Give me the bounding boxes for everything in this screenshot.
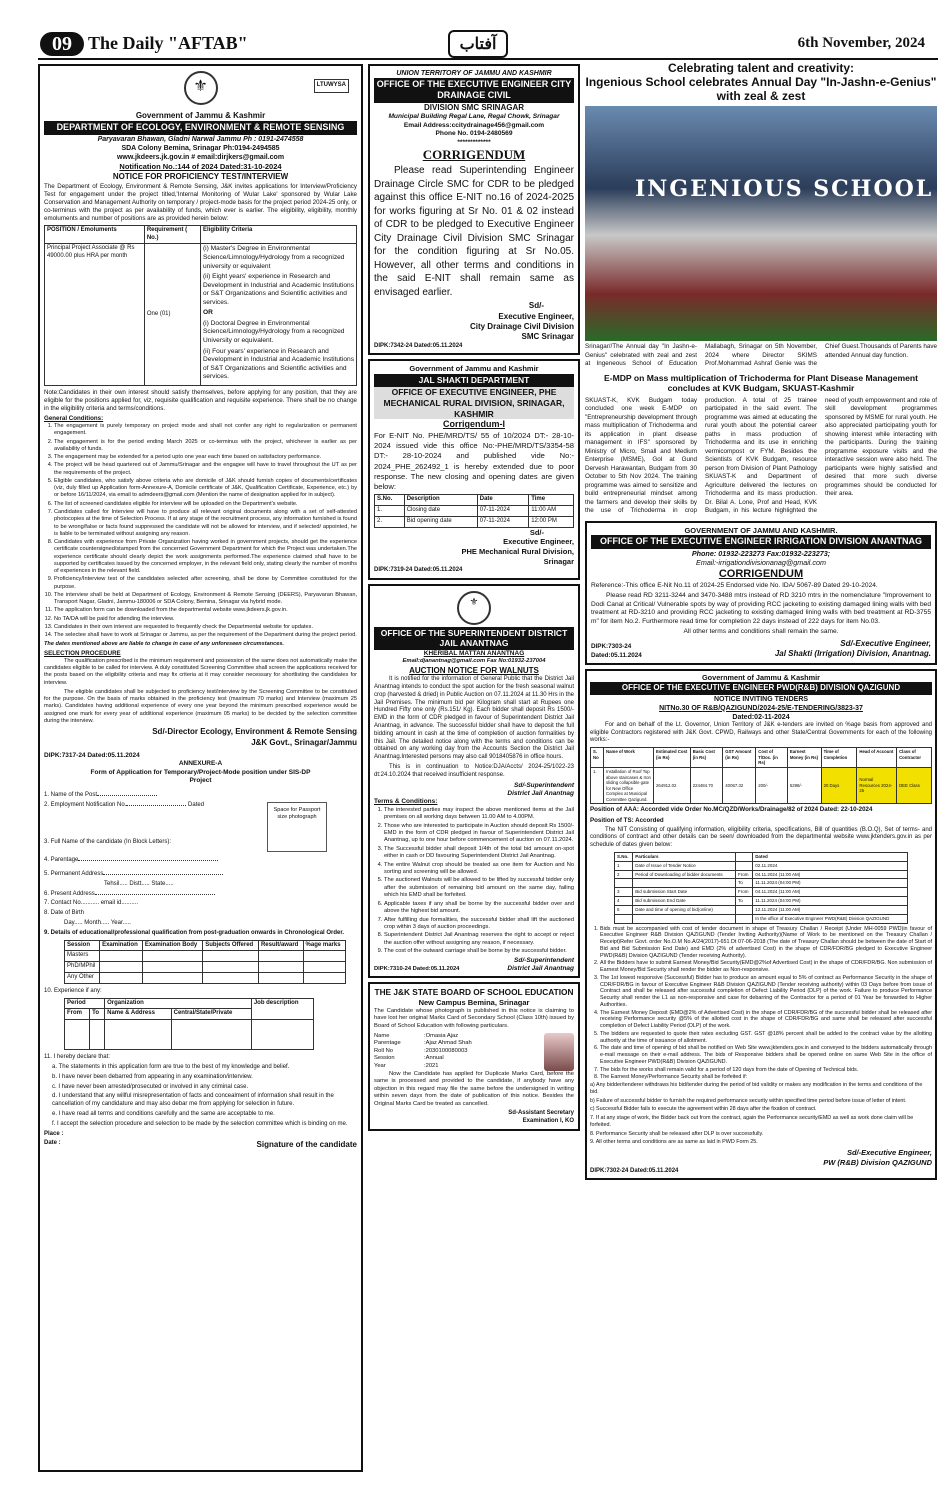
criteria-text: (i) Doctoral Degree in Environmental Science/Limnology/Hydrology from a recognized University or equivalent. <box>202 319 345 345</box>
table-cell: Bid submission Start Date <box>633 888 736 897</box>
separator-stars: ************* <box>457 138 491 146</box>
notice-title: NOTICE INVITING TENDERS <box>713 695 809 703</box>
table-cell: Date of Issue of Tender Notice <box>633 861 736 870</box>
office-title: OFFICE OF THE EXECUTIVE ENGINEER CITY DRAINAGE CIVIL <box>374 78 574 103</box>
office-title: OFFICE OF THE EXECUTIVE ENGINEER IRRIGATION DIVISION ANANTNAG <box>591 535 931 548</box>
list-item: 1. The engagement is purely temporary on project mode and shall not confer any right to regularization or permanent engagement. <box>54 423 357 438</box>
auction-body: It is notified for the information of General Public that the District Jail Anantnag intends to conduct the spot auction for the fresh seasonal walnut crop (harvested & dried) in Public Auction on 07.11.2024 at 11.30 Hrs in the Jail Premises. The minimum bid per Kilogram shall start at Rupees one Hundred Fifty one only (Rs.151/ Kg). Each bidder shall deposit Rs 1500/- EMD in the form of CDR pledged in favour of Superintendent District Jail Anantnag, in advance. The successful bidder shall have to deposit the full bidding amount in cash at the time of completion of auction formalities by this Jail. The detailed notice along with the terms and conditions can be obtained on any working day from the Accounts Section the District Jail Anantnag.Interested persons may also call 9018405876 in office hours. <box>374 676 574 761</box>
issue-date: 6th November, 2024 <box>797 35 925 51</box>
table-cell: Bid submission End Date <box>633 897 736 906</box>
table-cell: PhD/MPhil <box>65 962 100 973</box>
table-header: Date <box>477 495 528 506</box>
list-item: 8. Superintendent District Jail Anantnag reserves the right to accept or reject the auction offer without assigning any reason, if necessary. <box>384 932 574 947</box>
conditions-list <box>44 423 357 639</box>
signatory: Sd/-Director Ecology, Environment & Remote Sensing <box>152 727 357 737</box>
corrigendum-title: Corrigendum-I <box>443 419 505 430</box>
list-key: 9. <box>590 1139 595 1146</box>
table-cell: 12.11.2024 (11:00 AM) <box>753 906 908 915</box>
list-item: 6. Applicable taxes if any shall be borne by the successful bidder over and above the highest bid amount. <box>384 901 574 916</box>
terms-heading: Terms & Conditions: <box>374 798 438 806</box>
addr-line: Paryavaran Bhawan, Gladni Narwal Jammu Ph : 0191-2474558 <box>97 136 304 144</box>
dept-title: DEPARTMENT OF ECOLOGY, ENVIRONMENT & REMOTE SENSING <box>44 121 357 135</box>
pwd-tender-notice <box>585 669 937 1180</box>
table-cell: Installation of Roof Top above staircases & Iron sliding collapsible gate for New Office Complex at Municipal Committee Qazigund. <box>604 767 654 803</box>
table-cell <box>735 906 752 915</box>
table-cell: 20 Days <box>821 767 857 803</box>
email-line: Email Address:ccitydrainage456@gmail.com <box>403 121 545 129</box>
criteria-text: (ii) Eight years' experience in Research and Development in Industrial and Academic Institutions or S&T Organizations and Scientific activities and services. <box>202 273 354 306</box>
list-key: c <box>52 1083 55 1090</box>
notice-title: NOTICE FOR PROFICIENCY TEST/INTERVIEW <box>112 172 289 182</box>
qualification-table <box>64 940 346 984</box>
table-cell: 1 <box>614 861 632 870</box>
jail-emblem-icon: ⚜ <box>457 591 491 625</box>
table-header: Session <box>65 940 100 951</box>
table-header: Examination Body <box>142 940 202 951</box>
email-line: Email:djanantnag@gmail.com Fax No:01932-237004 <box>402 658 546 665</box>
table-header: Eligibility Criteria <box>200 225 356 244</box>
newspaper-name: The Daily "AFTAB" <box>88 33 248 53</box>
photo-banner: INGENIOUS SCHOOL <box>635 176 934 203</box>
field-label: Session <box>374 1055 395 1062</box>
list-key: b) <box>590 1097 595 1104</box>
form-label: Permanent Address <box>50 870 104 877</box>
intro-text: The Department of Ecology, Environment & Remote Sensing, J&K invites applications for Interview/Proficiency Test for engagement under the project titled,'Internal Monitoring of Wular Lake' sponsored by Wular Lake Conservation and Management Authority on temporary / project-mode basis for the project period 2024-25 only, or co-terminus with the project as per availability of funds, which ever is earlier. The eligibility, eligibility, monthly emoluments and number of positions are as provided herein below: <box>44 182 357 222</box>
form-label: Present Address <box>50 890 95 897</box>
board-body: Now the Candidate has applied for Duplicate Marks Card, before the same is processed and provided to the candidate, if anybody have any objection in this regard may file the same before the undersigned in writing within seven days from the date of publication of this notice. Besides the Original Marks Card be treated as cancelled. <box>374 1070 574 1107</box>
requirement-cell: One (01) <box>144 244 200 385</box>
table-cell <box>614 879 632 888</box>
office-title: OFFICE OF THE SUPERINTENDENT DISTRICT JAIL ANANTNAG <box>374 627 574 650</box>
list-item: 3. The engagement may be extended for a period upto one year each time based on satisfactory performance. <box>54 454 357 461</box>
corrigendum-body: Please read RD 3211-3244 and 3470-3488 mtrs instead of RD 3210 mtrs in the nomenclature "Improvement to Dodi Canal at Critical/ Vulnerable spots by way of providing RCC jacketing to existing damaged lining walls with bed treatment at RD-3210 and providing RCC jacketing to existing damaged lining walls with bed treatment at RD-3755 m" for item No.2. Furthermore read time for completion 22 days instead of 222 days for item No.03. <box>591 592 931 625</box>
list-item: Any bidder/tenderer withdraws his bid/tender during the period of bid validity or makes any modification in the terms and conditions of the bid. <box>590 1082 923 1095</box>
dipk-no: DIPK:7317-24 Dated:05.11.2024 <box>44 752 140 760</box>
form-label: Distt <box>129 880 142 887</box>
table-header: Time <box>529 495 574 506</box>
nit-body: The NIT Consisting of qualifying information, eligibility criteria, specifications, Bill of quantities (B.O.Q), Set of terms- and conditions of contract and other details can be seen/ downloaded from the departmental website www.jktenders.gov.in as per schedule of dates given below: <box>590 826 932 849</box>
date-label: Date : <box>44 1140 61 1147</box>
signatory: Srinagar <box>543 556 574 566</box>
table-header: Examination <box>100 940 143 951</box>
table-cell: 1. <box>591 767 604 803</box>
table-cell <box>633 914 736 923</box>
table-header: GST Amount (in Rs) <box>723 748 756 768</box>
form-label: Parentage <box>50 857 79 864</box>
signatory: Sd/-Superintendent <box>514 781 574 789</box>
criteria-or: OR <box>202 309 213 317</box>
field-label: Parentage <box>374 1040 401 1047</box>
web-line: www.jkdeers.jk.gov.in # email:dirjkers@gmail.com <box>116 154 285 162</box>
pwd-conditions <box>590 926 932 1082</box>
table-cell: 4 <box>614 897 632 906</box>
list-item: 3. The 1st lowest responsive (Successful) Bidder has to produce an amount equal to 5% of contract as Performance Security in the shape of CDR/FDR/BG in favour of Executive Engineer R&B Division QAZIGUND (Tender receiving authority) within 03 Days before from issue of Contract and shall be released after successful completion of Defect Liability Period (DLP) of the work. Failure to produce Performance Security shall render the L1 as non-responsive and case for debarring of the Contractor for a period of 01 Year be forwarded to Higher Authorities. <box>600 975 932 1009</box>
list-item: Successful Bidder fails to execute the agreement within 28 days after the fixation of contract. <box>596 1106 817 1113</box>
signatory: District Jail Anantnag <box>507 789 574 797</box>
table-cell: 5 <box>614 906 632 915</box>
city-drainage-notice <box>368 64 580 355</box>
list-key: f <box>52 1120 54 1127</box>
list-item: 10. The interview shall be held at Department of Ecology, Environment & Remote Sensing (DEERS), Paryavaran Bhawan, Transport Nagar, Gladni, Jammu-180006 or SDA Colony, Bemina, Srinagar via hybrid mode. <box>54 592 357 607</box>
list-key: a) <box>590 1082 595 1089</box>
table-cell <box>614 914 632 923</box>
corrigendum-title: CORRIGENDUM <box>718 568 804 581</box>
list-item: The statements in this application form are true to the best of my knowledge and belief. <box>58 1063 290 1070</box>
newspaper-logo: آفتاب <box>448 30 508 58</box>
table-cell: 264912.02 <box>654 767 691 803</box>
address-line: KHERIBAL MATTAN ANANTNAG <box>423 649 525 657</box>
table-header: Basic Cost (in Rs) <box>690 748 723 768</box>
reference-line: Reference:-This office E-Nit No.11 of 2024-25 Endorsed vide No. IDA/ 5067-89 Dated 29-10-2024. <box>591 581 878 589</box>
signatory: Sd/-Superintendent <box>514 956 574 964</box>
dipk-no: DIPK:7302-24 Dated:05.11.2024 <box>590 1167 679 1174</box>
table-header: Period <box>65 998 105 1009</box>
table-cell: Closing date <box>404 506 477 517</box>
selection-heading: SELECTION PROCEDURE <box>44 649 121 657</box>
signatory: Sd-Assistant Secretary <box>508 1110 574 1117</box>
form-label: Day <box>64 919 75 926</box>
position-cell: Principal Project Associate @ Rs 49000.00 plus HRA per month <box>45 244 145 385</box>
note-text: Note:Candidates in their own interest should satisfy themselves, before applying for any position, that they are eligible for the positions applied for, viz, requisite qualification and requisite experience. There shall be no change in the eligibility criteria and terms/conditions. <box>44 388 357 412</box>
list-item: 4. The entire Walnut crop should be treated as one item for Auction and No sorting and screening will be allowed. <box>384 862 574 877</box>
board-title: THE J&K STATE BOARD OF SCHOOL EDUCATION <box>374 987 574 998</box>
signatory: Executive Engineer, <box>498 311 574 321</box>
sd-label: Sd/- <box>529 527 544 537</box>
event-photo <box>585 106 937 341</box>
form-label: Experience if any: <box>54 987 102 994</box>
list-item: 14. The selectee shall have to work at Srinagar or Jammu, as per the requirement of the Department during the project period. <box>54 632 357 639</box>
table-header: Class of Contractor <box>897 748 932 768</box>
list-key: b <box>52 1073 56 1080</box>
table-cell: Bid opening date <box>404 516 477 527</box>
list-item: 1. Bids must be accompanied with cost of tender document in shape of Treasury Challan / Receipt (Under MH-0059 PWD)in favour of Executive Engineer R&B Division QAZIGUND (Tender Inviting Authority)(Name of Work to be mentioned on the Treasury Challan / Receipt)Refer Govt. order No.O.M No.A/24(2017)-651 Dt 07-06-2018 (The date of Treasury Challan should be between the date of Start of Bid and Bid Submission End Date) and EMD (2% of advertised Cost) in the shape of CDR/FDR/BG pledged to Executive Engineer PWD(R&B) Division QAZIGUND (Tender receiving Authority). <box>600 926 932 960</box>
list-item: Failure of successful bidder to furnish the required performance security within specified time period before issue of letter of intent. <box>596 1097 907 1104</box>
candidate-signature: Signature of the candidate <box>256 1140 357 1150</box>
office-title: OFFICE OF EXECUTIVE ENGINEER, PHE MECHANICAL RURAL DIVISION, SRINAGAR, KASHMIR <box>374 387 574 419</box>
list-key: a <box>52 1063 56 1070</box>
signatory: PHE Mechanical Rural Division, <box>461 547 574 557</box>
masthead <box>10 0 935 56</box>
phone-line: Phone No. 0194-2480569 <box>435 130 513 138</box>
list-item: 2. Those who are interested to participate in Auction should deposit Rs 1500/- EMD in the form of CDR pledged in favour of Superintendent District Jail Anantnag, up to one hour before commencement of auction on 07.11.2024. <box>384 823 574 845</box>
form-label: Date of Birth <box>50 910 85 917</box>
gov-title: Government of Jammu and Kashmir <box>409 364 539 374</box>
page-number: 09 <box>40 32 84 56</box>
annexure-subtitle: Form of Application for Temporary/Project-Mode position under SIS-DP Project <box>90 768 311 785</box>
table-cell: Masters <box>65 951 100 962</box>
header-rule <box>38 58 938 60</box>
table-cell: 11.11.2024 (04:00 PM) <box>753 879 908 888</box>
list-item: 4. The project will be head quartered out of Jammu/Srinagar and the engagee will have to travel throughout the UT as per the requirements of the project. <box>54 462 357 477</box>
table-header: From <box>65 1009 90 1020</box>
list-item: 6. The list of screened candidates eligible for interview will be uploaded on the Department's website. <box>54 501 357 508</box>
wulca-logo: LTUWYSA <box>314 79 349 93</box>
selection-text: The eligible candidates shall be subjected to proficiency test/interview by the Screening Committee to be constituted for the purpose. On the basis of marks obtained in the proficiency test (maximum 70 marks) and Interview (maximum 25 marks). Candidates having additional experience of every one year beyond the minimum prescribed experience would be assigned one mark for every year of additional experience (maximum 05 marks) to be decided by the selection committee during the interview. <box>44 688 357 724</box>
table-cell: 1. <box>375 506 405 517</box>
dates-table <box>374 494 574 527</box>
table-header: Head of Account <box>857 748 897 768</box>
list-item: 11. The application form can be downloaded from the departmental website www.jkdeers.jk.gov.in. <box>54 607 357 614</box>
table-cell: 04.11.2024 (11:00 AM) <box>753 870 908 879</box>
emblem-icon: ⚜ <box>184 71 218 105</box>
jail-auction-notice <box>368 584 580 979</box>
field-value: :Annual <box>424 1055 444 1062</box>
dipk-no: DIPK:7310-24 Dated:05.11.2024 <box>374 965 460 972</box>
corrigendum-body: For E-NIT No. PHE/MRD/TS/ 55 of 10/2024 DT:- 28-10-2024 issued vide this office No:-PHE/MRD/TS/3354-58 DT:- 28-10-2024 and published vide No:- 2024_PHE_262492_1 is hereby extended due to poor response. The new closing and opening dates are given below: <box>374 430 574 492</box>
list-item: 2. The engagement is for the period ending March 2025 or co-terminus with the project, whichever is earlier as per availability of funds. <box>54 439 357 454</box>
table-cell: DEE Class <box>897 767 932 803</box>
list-item: 9. The cost of the outward carriage shall be borne by the successful bidder. <box>384 948 574 955</box>
list-item: I have never been arrested/prosecuted or involved in any criminal case. <box>58 1083 249 1090</box>
table-header: To <box>90 1009 105 1020</box>
corrigendum-title: CORRIGENDUM <box>422 147 526 163</box>
phone-line: Phone: 01932-223273 Fax:01932-223273; <box>691 548 831 558</box>
signatory: PW (R&B) Division QAZIGUND <box>823 1157 932 1167</box>
form-label: email id <box>100 900 122 907</box>
position-table <box>44 225 357 386</box>
list-item: 6. The date and time of opening of bid shall be notified on Web Site www.jktenders.gov.in and conveyed to the bidders automatically through e-mail message on their e-mail address. The bids of Responsive bidders shall be opened online on same Web Site in the office of Executive Engineer PWD(R&B) Division QAZIGUND. <box>600 1045 932 1065</box>
table-cell: 2. <box>375 516 405 527</box>
table-cell: 3 <box>614 888 632 897</box>
table-cell: In the office of Executive Engineer PWD(R&B) Division QAZIGUND <box>753 914 908 923</box>
list-item: 7. After fulfilling due formalities, the successful bidder shall lift the auctioned crop within 3 days of auction proceedings. <box>384 917 574 932</box>
gov-title: Government of Jammu & Kashmir <box>702 672 820 682</box>
schedule-table <box>614 852 908 924</box>
criteria-text: (i) Master's Degree in Environmental Science/Limnology/Hydrology from a recognized university or equivalent <box>202 245 345 270</box>
aaa-line: Position of AAA: Accorded vide Order No.MC/QZD/Works/Drainage/82 of 2024 Dated: 22-10-2024 <box>590 806 873 814</box>
dipk-date: Dated:05.11.2024 <box>591 651 642 659</box>
column-2 <box>368 64 580 1476</box>
list-item: 9. Proficiency/Interview test of the candidates selected after screening, shall be done by Committee constituted for the purpose. <box>54 576 357 591</box>
table-cell: 02.11.2024 <box>753 861 908 870</box>
list-item: 5. The auctioned Walnuts will be allowed to be lifted by successful bidder only after the submission of remaining bid amount on the same day, failing which his EMD shall be forfeited. <box>384 877 574 899</box>
table-cell: Period of Downloading of bidder documents <box>633 870 736 879</box>
nit-body: For and on behalf of the Lt. Governor, Union Territory of J&K e-tenders are invited on %age basis from approved and eligible Contractors registered with J&K Govt. CPWD, Railways and other State/Central Governments for each of the following works:- <box>590 721 932 744</box>
auction-body: This is in continuation to Notice:DJA/Accts/ 2024-25/1022-23 dt:24.10.2024 that received insufficient response. <box>374 763 574 778</box>
list-key: c) <box>590 1106 595 1113</box>
table-header: Dated <box>753 852 908 861</box>
signatory: SMC Srinagar <box>521 332 574 342</box>
ts-line: Position of TS: Accorded <box>590 816 664 824</box>
bose-notice <box>368 982 580 1130</box>
selection-text: The qualification prescribed is the minimum requirement and possession of the same does not automatically make the candidates eligible to be called for interview. A duly constituted Screening Committee shall screen the applications received for the posts based on the eligibility criteria and may fix criteria at it may consider necessary for shortlisting the candidates for interview. <box>44 657 357 686</box>
table-cell: Any Other <box>65 972 100 983</box>
column-1 <box>38 64 363 1476</box>
list-item: If at any stage of work, the Bidder back out from the contract, again the Performance security/EMD as well as work done claim will be forfeited. <box>590 1115 914 1128</box>
nit-date: Dated:02-11-2024 <box>732 713 790 721</box>
photo-placeholder: Space for Passport size photograph <box>267 802 327 852</box>
list-item: 5. Eligible candidates, who satisfy above criteria who are domicile of J&K should furnish copies of documents/certificates (viz, duly filled up Application form-Annexure-A, Domicile certificate of J&K, Qualification Certificate, Experience, etc.) by or before 16/11/2024, via email to admdeers@gmail.com (Mention the name of designation applied for in subject). <box>54 478 357 500</box>
story-headline-2: E-MDP on Mass multiplication of Trichoderma for Plant Disease Management concludes at KVK Budgam, SKUAST-Kashmir <box>603 372 919 394</box>
experience-table <box>64 998 314 1051</box>
field-value: :Omasia Ajaz <box>424 1032 459 1039</box>
story-headline: Celebrating talent and creativity: <box>667 62 855 75</box>
table-cell <box>735 914 752 923</box>
works-table <box>590 747 932 804</box>
list-key: 8. <box>590 1130 595 1137</box>
list-item: 7. Candidates called for Interview will have to produce all relevant original documents along with a set of self-attested photocopies at the time of Selection Process. If at any stage of the recruitment process, any information furnished is found to be wrong/false or facts found suppressed the candidate will not be allowed for interview, and if selected/ appointed, he is liable to be terminated without assigning any reason. <box>54 509 357 538</box>
story-body: SKUAST-K, KVK Budgam today concluded one week E-MDP on "Entrepreneurship development through mass multiplication of Trichoderma and its application in plant disease management in IFS" sponsored by Ministry of Micro, Small and Medium Enterprise (MSME), GoI at Gund Dervesh Harawantan, Budgam from 30 October to 5th Nov 2024. The training programme was aimed to sensitize and build entrepreneurial mindset among the farmers and develop their skills by the use of Trichoderma in crop production. A total of 25 trainee participated in the said event. The programme was aimed at educating the rural youth about the potential career paths in mass production of Trichoderma and its use in enriching vermicompost or FYM. Besides the Scientists of KVK Budgam, resource person from Division of Plant Pathology SKUAST-K and Department of Agriculture delivered the lectures on Trichoderma and its mass production. Dr. Bilal A. Lone, Prof and Head, KVK Budgam, in his lecture highlighted the need of youth empowerment and role of skill development programmes sponsored by MSME for rural youth. He also appreciated participating youth for showing interest while interacting with the participants. During the training programme exposure visits and the interactive session were also held. The participants were highly satisfied and desired that more such diverse programmes should be conducted for their area. <box>585 396 937 515</box>
table-header: Name & Address <box>105 1009 171 1020</box>
table-cell: 11:00 AM <box>529 506 574 517</box>
table-header: %age marks <box>303 940 345 951</box>
table-cell: 40067.32 <box>723 767 756 803</box>
list-key: d <box>52 1093 56 1100</box>
list-item: I have read all terms and conditions carefully and the same are acceptable to me. <box>58 1110 275 1117</box>
deers-notice: ⚜ LTUWYSA Government of Jammu & Kashmir DEPARTMENT OF ECOLOGY, ENVIRONMENT & REMOTE SENSING Paryavaran Bhawan, Gladni Narwal Jammu Ph : 0191-2474558 SDA Colony Bemina, Srinagar Ph:0194-2494585 www.jkdeers.jk.gov.in # email:dirjkers@gmail.com Notification No.:144 of 2024 Dated:31-10-2024 NOTICE FOR PROFICIENCY TEST/INTERVIEW The Department of Ecology, Environment & Remote Sensing, J&K invites applications for Interview/Proficiency Test for engagement under the project titled,'Internal Monitoring of Wular Lake' sponsored by Wular Lake Conservation and Management Authority on temporary / project-mode basis for the project period 2024-25 only, or co-terminus with the project as per availability of funds, which ever is earlier. The eligibility, eligibility, monthly emoluments and number of positions are as provided herein below: POSITION / Emoluments Requirement ( No.) Eligibility Criteria Principal Project Associate @ Rs 49000.00 plus HRA per month One (01) (i) Master's Degree in Environmental Science/Limnology/Hydrology from a recognized university or equivalent (ii) Eight years' experience in Research and Development in Industrial and Academic Institutions or S&T Organizations and Scientific activities and services. OR (i) Doctoral Degree in Environmental Science/Limnology/Hydrology from a recognized University or equivalent. (ii) Four years' experience in Research and Development in Industrial and Academic Institutions of S&T Organizations and Scientific activities and services. Note:Candidates in their own interest should satisfy themselves, before applying for any position, that they are eligible for the positions applied for, viz, requisite qualification and requisite experience. There shall be no change in the eligibility criteria and terms/conditions. General Conditions: 1. The engagement is purely temporary on project mode and shall not confer any right to regularization or permanent engagement. 2. The engagement is for the period ending March 2025 or co-terminus with the project, whichever is earlier as per availability of funds. 3. The engagement may be extended for a period upto one year each time based on satisfactory performance. 4. The project will be head quartered out of Jammu/Srinagar and the engagee will have to travel throughout the UT as per the requirements of the project. 5. Eligible candidates, who satisfy above criteria who are domicile of J&K should furnish copies of documents/certificates (viz, duly filled up Application form-Annexure-A, Domicile certificate of J&K, Qualification Certificate, Experience, etc.) by or before 16/11/2024, via email to admdeers@gmail.com (Mention the name of designation applied for in subject). 6. The list of screened candidates eligible for interview will be uploaded on the Department's website. 7. Candidates called for Interview will have to produce all relevant original documents along with a set of self-attested photocopies at the time of Selection Process. If at any stage of the recruitment process, any information furnished is found to be wrong/false or facts found suppressed the candidate will not be allowed for interview, and if selected/ appointed, he is liable to be terminated without assigning any reason. 8. Candidates with experience from Private Organization having worked in government projects, should get the experience certificate countersigned/stamped from the concerned Government Department for which the Project was undertaken.The experience certificate should clearly depict the work assignments performed.The experience claimed shall have to be supported by certificates issued by the concerned employer, in the relevant field only, stating clearly the number of months of experiences in the relevant field. 9. Proficiency/Interview test of the candidates selected after screening, shall be done by Committee constituted for the purpose. 10. The interview shall be held at Department of Ecology, Environment & Remote Sensing (DEERS), Paryavaran Bhawan, Transport Nagar, Gladni, Jammu-180006 or SDA Colony, Bemina, Srinagar via hybrid mode. 11. The application form can be downloaded from the departmental website www.jkdeers.jk.gov.in. 12. No TA/DA will be paid for attending the interview. 13. Candidates in their own interest are requested to frequently check the Departmental website for updates. 14. The selectee shall have to work at Srinagar or Jammu, as per the requirement of the Department during the project period. The dates mentioned above are liable to change in case of any unforeseen circumstances. SELECTION PROCEDURE The qualification prescribed is the minimum requirement and possession of the same does not automatically make the candidates eligible to be called for interview. A duly constituted Screening Committee shall screen the applications received for the posts based on the eligibility criteria and may fix criteria at it may consider necessary for shortlisting the candidates for interview. The eligible candidates shall be subjected to proficiency test/interview by the Screening Committee to be constituted for the purpose. On the basis of marks obtained in the proficiency test (maximum 70 marks) and Interview (maximum 25 marks). Candidates having additional experience of every one year beyond the minimum prescribed experience would be assigned one mark for every year of additional experience (maximum 05 marks) to be decided by the selection committee during the interview. Sd/-Director Ecology, Environment & Remote Sensing J&K Govt., Srinagar/Jammu DIPK:7317-24 Dated:05.11.2024 ANNEXURE-A Form of Application for Temporary/Project-Mode position under SIS-DP Project Space for Passport size photograph 1. Name of the Post 2. Employment Notification No. Dated 3. Full Name of the candidate (In Block Letters): 4. Parentage 5. Permanent Address Tehsil..... Distt..... State..... 6. Present Address 7. Contact No........... email id.......... 8. Date of Birth Day..... Month..... Year..... 9. Details of educational/professional qualification from post-graduation onwards in Chronological Order. Session Examination Examination Body Subjects Offered Result/award %age marks Masters PhD/MPhil Any Other 10. Experience if any: Period Organization Job description From To Name & Address Central/State/Private 11. I hereby declare that: a. The statements in this application form are true to the best of my knowledge and belief. b. I have never been debarred from appearing in any examination/interview. c. I have never been arrested/prosecuted or involved in any criminal case. d. I understand that any willful misrepresentation of facts and concealment of information shall result in the cancellation of my candidature and may also debar me from applying for selection in future. e. I have read all terms and conditions carefully and the same are acceptable to me. f. I accept the selection procedure and selection to be made by the selection committee which is binding on me. Place : Date : Signature of the candidate <box>38 64 363 1472</box>
table-header: Estimated Cost (in Rs) <box>654 748 691 768</box>
table-cell: From <box>735 870 752 879</box>
table-cell: From <box>735 888 752 897</box>
form-label: Details of educational/professional qualification from post-graduation onwards in Chronological Order. <box>50 929 345 936</box>
criteria-text: (ii) Four years' experience in Research and Development in Industrial and Academic Institutions of S&T Organizations and Scientific activities and services. <box>202 347 354 381</box>
board-body: The Candidate whose photograph is published in this notice is claiming to have lost her original Marks Card of Secondary School (Class 10th) issued by Board of School Education with following particulars. <box>374 1007 574 1029</box>
nit-no: NITNo.30 OF R&B/QAZIGUND/2024-25/E-TENDERING/3823-37 <box>659 704 863 712</box>
table-cell: Date and time of opening of bid(online) <box>633 906 736 915</box>
list-item: All other terms and conditions are as same as laid in PWD Form 25. <box>595 1139 758 1146</box>
gov-title: GOVERNMENT OF JAMMU AND KASHMIR. <box>684 525 838 535</box>
table-cell: 200/- <box>756 767 788 803</box>
general-conditions-heading: General Conditions: <box>44 415 104 423</box>
table-header: Requirement ( No.) <box>144 225 200 244</box>
form-label: Month <box>84 919 101 926</box>
table-cell: 12:00 PM <box>529 516 574 527</box>
signatory: Jal Shakti (Irrigation) Division, Anantnag. <box>774 649 931 659</box>
table-cell: 04.11.2024 (11:00 AM) <box>753 888 908 897</box>
phe-notice <box>368 359 580 579</box>
field-value: :Ajaz Ahmad Shah <box>424 1040 472 1047</box>
table-header: S.No. <box>375 495 405 506</box>
annexure-title: ANNEXURE-A <box>178 760 223 768</box>
table-header: Cost of T/Doc. (in Rs) <box>756 748 788 768</box>
signatory: City Drainage Civil Division <box>469 321 574 331</box>
ut-title: UNION TERRITORY OF JAMMU AND KASHMIR <box>396 70 552 77</box>
list-item: 12. No TA/DA will be paid for attending the interview. <box>54 616 357 623</box>
table-cell <box>735 861 752 870</box>
table-header: Earnest Money (in Rs) <box>787 748 821 768</box>
story-headline: Ingenious School celebrates Annual Day "In-Jashn-e-Genius" with zeal & zest <box>585 74 937 103</box>
table-header: Subjects Offered <box>203 940 259 951</box>
table-header: Job description <box>251 998 314 1020</box>
field-label: Roll No <box>374 1047 394 1054</box>
table-header: Description <box>404 495 477 506</box>
table-header: Result/award <box>258 940 303 951</box>
sd-label: Sd/- <box>528 301 544 311</box>
list-item: 4. The Earnest Money Deposit (EMD@2% of Advertised Cost) in the shape of CDR/FDR/BG of the successful bidder shall be released after receiving Performance security @5% of the allotted cost in the shape of CDR/FDR/BG and same shall be released after successful completion of Defect Liability Period (DLP) of the work. <box>600 1010 932 1030</box>
field-label: Name <box>374 1032 390 1039</box>
table-cell: Normal Resources 2024-25 <box>857 767 897 803</box>
dipk-no: DIPK:7342-24 Dated:05.11.2024 <box>374 342 463 349</box>
field-label: Year <box>374 1062 386 1069</box>
signatory: Examination I, KO <box>522 1117 574 1124</box>
table-header: Name of Work <box>604 748 654 768</box>
form-label: I hereby declare that: <box>53 1054 110 1061</box>
signatory: J&K Govt., Srinagar/Jammu <box>251 737 357 747</box>
corrigendum-body: All other terms and conditions shall remain the same. <box>683 628 839 636</box>
list-item: I have never been debarred from appearing in any examination/interview. <box>58 1073 253 1080</box>
signatory: Sd/-Executive Engineer, <box>846 1148 932 1158</box>
form-label: Tehsil <box>104 880 120 887</box>
list-item: 2. All the Bidders have to submit Earnest Money/Bid Security(EMD@2%of Advertised Cost) in the shape of CDR/FDR/BG. Non submission of Earnest Money/Bid Security shall render the bidder as Non-responsive. <box>600 960 932 974</box>
gov-title: Government of Jammu & Kashmir <box>135 111 266 120</box>
column-3 <box>585 62 937 1476</box>
auction-title: AUCTION NOTICE FOR WALNUTS <box>409 665 539 675</box>
form-label: Year <box>110 919 123 926</box>
table-cell: 224484.70 <box>690 767 723 803</box>
field-value: :2030100080003 <box>424 1047 468 1054</box>
list-item: 7. The bids for the works shall remain valid for a period of 120 days from the date of Opening of Technical bids. <box>600 1067 932 1074</box>
list-item: 8. Candidates with experience from Private Organization having worked in government projects, should get the experience certificate countersigned/stamped from the concerned Government Department for which the Project was undertaken.The experience certificate should clearly depict the work assignments performed.The experience claimed shall have to be supported by certificates issued by the concerned employer, in the relevant field only, stating clearly the number of months of experiences in the relevant field. <box>54 539 357 575</box>
list-item: I understand that any willful misrepresentation of facts and concealment of information shall result in the cancellation of my candidature and may also debar me from applying for selection in future. <box>52 1093 334 1108</box>
photo-caption: Srinagar//The Annual day "In Jashn-e-Genius" celebrated with zeal and zest at Ingeneous School of Education Mallabagh, Srinagar on 5th November, 2024 where Director SKIMS Prof.Mohammad Ashraf Genie was the Chief Guest.Thousands of Parents have attended Annual day function. <box>585 343 937 368</box>
place-label: Place : <box>44 1130 64 1137</box>
candidate-photo <box>544 1033 574 1071</box>
terms-list <box>374 807 574 956</box>
table-header: S.No. <box>614 852 632 861</box>
dipk-no: DIPK:7303-24 <box>591 643 632 651</box>
addr-line: SDA Colony Bemina, Srinagar Ph:0194-2494585 <box>121 145 280 153</box>
board-address: New Campus Bemina, Srinagar <box>418 998 530 1008</box>
irrigation-notice <box>585 521 937 665</box>
table-cell: 2 <box>614 870 632 879</box>
dept-title: JAL SHAKTI DEPARTMENT <box>374 374 574 387</box>
notification-no: Notification No.:144 of 2024 Dated:31-10-2024 <box>119 162 282 172</box>
table-cell <box>633 879 736 888</box>
signatory: Sd/-Executive Engineer, <box>840 638 931 648</box>
signatory: Executive Engineer, <box>503 537 574 547</box>
form-label: Employment Notification No. <box>50 801 127 808</box>
email-line: Email:-irrigationdivisionanag@gmail.com <box>696 557 826 567</box>
form-label: Name of the Post <box>50 791 98 798</box>
list-item: 8. The Earnest Money/Performance Security shall be forfeited if: <box>600 1074 932 1081</box>
table-cell: To <box>735 879 752 888</box>
signatory: District Jail Anantnag <box>507 964 574 972</box>
table-header: Organization <box>105 998 252 1009</box>
form-label: Dated <box>188 801 205 808</box>
dates-note: The dates mentioned above are liable to change in case of any unforeseen circumstances. <box>44 640 284 647</box>
list-item: 13. Candidates in their own interest are requested to frequently check the Departmental website for updates. <box>54 624 357 631</box>
list-item: 3. The Successful bidder shall deposit 1/4th of the total bid amount on-spot either in cash or DD favouring Superintendent District Jail Anantnag. <box>384 846 574 861</box>
address-line: Municipal Building Regal Lane, Regal Chowk, Srinagar <box>388 112 560 120</box>
table-cell: To <box>735 897 752 906</box>
table-cell: 07-11-2024 <box>477 516 528 527</box>
field-value: :2021 <box>424 1062 439 1069</box>
form-label: Full Name of the candidate (In Block Letters): <box>50 839 172 846</box>
division-title: DIVISION SMC SRINAGAR <box>423 102 524 112</box>
table-header: POSITION / Emoluments <box>45 225 145 244</box>
table-cell: 11.11.2024 (04:00 PM) <box>753 897 908 906</box>
table-header: Time of Completion <box>821 748 857 768</box>
list-item: I accept the selection procedure and selection to be made by the selection committee which is binding on me. <box>57 1120 348 1127</box>
table-header: Central/State/Private <box>171 1009 251 1020</box>
list-key: e <box>52 1110 56 1117</box>
list-key: 7. <box>590 1115 595 1122</box>
list-item: 1. The interested parties may inspect the above mentioned items at the Jail premises on all working days between 11.00 AM to 4.00PM. <box>384 807 574 822</box>
list-item: Performance Security shall be released after DLP is over successfully. <box>596 1130 764 1137</box>
form-label: State <box>151 880 166 887</box>
office-title: OFFICE OF THE EXECUTIVE ENGINEER PWD(R&B) DIVISION QAZIGUND <box>590 682 932 694</box>
corrigendum-body: Please read Superintending Engineer Drainage Circle SMC for CDR to be pledged against this office E-NIT no.16 of 2024-2025 for works figuring at Sr No. 01 & 02 instead of CDR to be pledged to Executive Engineer City Drainage Civil Division SMC Srinagar for the condition figuring at Sr No.05. However, all other terms and conditions in the said E-NIT shall remain same as envisaged earlier. <box>374 165 574 298</box>
table-header: S. No <box>591 748 604 768</box>
table-cell: 5298/- <box>787 767 821 803</box>
table-cell: 07-11-2024 <box>477 506 528 517</box>
form-label: Contact No. <box>50 900 83 907</box>
list-item: 5. The bidders are requested to quote their rates excluding GST. GST @18% percent shall be added to the contract value by the allotting authority at the time of issuance of allotment. <box>600 1031 932 1045</box>
table-header: Particulars <box>633 852 736 861</box>
dipk-no: DIPK:7319-24 Dated:05.11.2024 <box>374 566 463 573</box>
